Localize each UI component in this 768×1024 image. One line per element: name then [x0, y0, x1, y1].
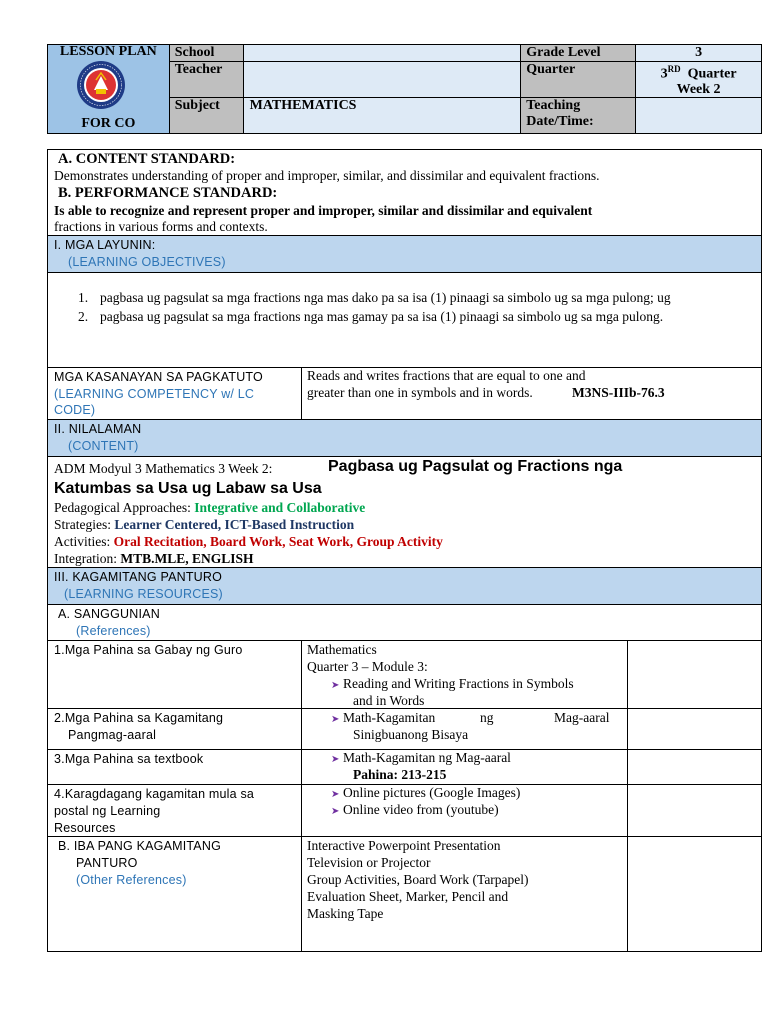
objective-item-1-number: 1.	[78, 290, 89, 305]
integration-value: MTB.MLE, ENGLISH	[120, 551, 254, 566]
subject-value: MATHEMATICS	[243, 97, 521, 133]
learner-material-bullet	[331, 710, 435, 726]
content-heading: II. NILALAMAN	[54, 422, 142, 436]
performance-standard-text-2: fractions in various forms and contexts.	[54, 219, 268, 234]
strategies-label: Strategies:	[54, 517, 115, 532]
online-video: Online video from (youtube)	[343, 802, 499, 817]
pedagogical-label: Pedagogical Approaches:	[54, 500, 195, 515]
grade-level-value: 3	[636, 45, 762, 62]
other-reference-line-1: Interactive Powerpoint Presentation	[307, 838, 501, 853]
activities-value: Oral Recitation, Board Work, Seat Work, Group Activity	[113, 534, 443, 549]
arrow-bullet-icon: ➤	[331, 754, 340, 765]
strategies	[54, 517, 354, 533]
for-co-label: FOR CO	[81, 115, 136, 131]
other-reference-line-4: Evaluation Sheet, Marker, Pencil and	[307, 889, 509, 904]
learner-material-row	[48, 709, 761, 750]
online-pictures-bullet	[331, 785, 520, 801]
other-reference-line-3: Group Activities, Board Work (Tarpapel)	[307, 872, 529, 887]
other-reference-line-5: Masking Tape	[307, 906, 384, 921]
adm-module-label: ADM Modyul 3 Mathematics 3 Week 2:	[54, 461, 273, 476]
date-time-label: Date/Time:	[526, 113, 594, 129]
learner-material-label-1: 2.Mga Pahina sa Kagamitang	[54, 711, 224, 725]
learner-material-item-b: ng	[480, 710, 494, 725]
deped-seal-logo	[76, 60, 126, 110]
learner-material-item-2: Sinigbuanong Bisaya	[353, 727, 469, 742]
competency-row	[48, 368, 761, 420]
additional-materials-label-3: Resources	[54, 821, 116, 835]
objective-item-2-number: 2.	[78, 309, 89, 324]
references-row	[48, 605, 761, 641]
objectives-band	[48, 236, 761, 273]
textbook-label: 3.Mga Pahina sa textbook	[54, 752, 204, 766]
other-references-label-2: PANTURO	[76, 856, 138, 870]
performance-standard-text-1: Is able to recognize and represent proper and improper, similar and dissimilar and equivalent	[54, 203, 593, 218]
arrow-bullet-icon: ➤	[331, 806, 340, 817]
objectives-list	[48, 273, 761, 368]
teacher-guide-title-1: Reading and Writing Fractions in Symbols	[343, 676, 574, 691]
other-references-row	[48, 837, 761, 951]
objectives-subheading: (LEARNING OBJECTIVES)	[68, 255, 226, 269]
resources-band	[48, 568, 761, 605]
competency-label-sub-2: CODE)	[54, 403, 96, 417]
additional-materials-label-1: 4.Karagdagang kagamitan mula sa	[54, 787, 255, 801]
textbook-row	[48, 750, 761, 785]
competency-text-2: greater than one in symbols and in words.	[307, 385, 533, 400]
content-body	[48, 457, 761, 568]
lesson-title-line-1: Pagbasa ug Pagsulat og Fractions nga	[328, 458, 623, 475]
textbook-title: Math-Kagamitan ng Mag-aaral	[343, 750, 511, 765]
online-video-bullet	[331, 802, 499, 818]
quarter-sup: RD	[667, 64, 681, 74]
quarter-label: Quarter	[521, 62, 636, 98]
objective-item-1: pagbasa ug pagsulat sa mga fractions nga mas dako pa sa isa (1) pinaagi sa simbolo ug sa mga pulong; ug	[100, 290, 671, 305]
strategies-value: Learner Centered, ICT-Based Instruction	[114, 517, 355, 532]
arrow-bullet-icon: ➤	[331, 789, 340, 800]
teacher-field[interactable]	[243, 62, 521, 98]
integration	[54, 551, 254, 567]
teacher-guide-label: 1.Mga Pahina sa Gabay ng Guro	[54, 643, 243, 657]
content-standard-heading: A. CONTENT STANDARD:	[58, 151, 236, 167]
content-standard-text: Demonstrates understanding of proper and improper, similar, and dissimilar and equivalent fractions.	[54, 168, 600, 183]
learner-material-label-2: Pangmag-aaral	[68, 728, 157, 742]
references-subheading: (References)	[76, 624, 151, 638]
arrow-bullet-icon: ➤	[331, 680, 340, 691]
teaching-label: Teaching	[526, 97, 581, 113]
quarter-word: Quarter	[687, 66, 737, 82]
quarter-value	[636, 62, 762, 98]
teacher-guide-module: Quarter 3 – Module 3:	[307, 659, 428, 674]
additional-materials-label-2: postal ng Learning	[54, 804, 161, 818]
lesson-plan-body	[47, 149, 762, 952]
header-table	[47, 44, 762, 134]
quarter-week: Week 2	[676, 81, 721, 97]
textbook-pages: Pahina: 213-215	[353, 767, 447, 782]
objectives-heading: I. MGA LAYUNIN:	[54, 238, 156, 252]
competency-label: MGA KASANAYAN SA PAGKATUTO	[54, 370, 263, 384]
subject-label: Subject	[169, 97, 243, 133]
quarter-number: 3	[660, 66, 668, 82]
competency-text-1: Reads and writes fractions that are equal to one and	[307, 368, 586, 383]
arrow-bullet-icon: ➤	[331, 714, 340, 725]
standards-section	[48, 150, 761, 236]
references-heading: A. SANGGUNIAN	[58, 607, 160, 621]
teacher-guide-row	[48, 641, 761, 709]
teacher-guide-title-2: and in Words	[353, 693, 425, 708]
learner-material-item-a: Math-Kagamitan	[343, 710, 436, 725]
objective-item-2: pagbasa ug pagsulat sa mga fractions nga mas gamay pa sa isa (1) pinaagi sa simbolo ug sa mga pulong.	[100, 309, 664, 324]
lesson-plan-title: LESSON PLAN	[59, 44, 157, 59]
additional-materials-row	[48, 785, 761, 837]
performance-standard-heading: B. PERFORMANCE STANDARD:	[58, 185, 278, 201]
competency-code: M3NS-IIIb-76.3	[572, 385, 665, 400]
teacher-guide-subject: Mathematics	[307, 642, 377, 657]
teaching-date-label	[521, 97, 636, 133]
integration-label: Integration:	[54, 551, 121, 566]
resources-heading: III. KAGAMITANG PANTURO	[54, 570, 223, 584]
school-field[interactable]	[243, 45, 521, 62]
lesson-title-line-2: Katumbas sa Usa ug Labaw sa Usa	[54, 480, 322, 497]
competency-label-sub-1: (LEARNING COMPETENCY w/ LC	[54, 387, 255, 401]
lesson-plan-cell	[48, 45, 170, 134]
pedagogical-value: Integrative and Collaborative	[194, 500, 366, 515]
teaching-date-field[interactable]	[636, 97, 762, 133]
teacher-guide-bullet	[331, 676, 574, 692]
grade-level-label: Grade Level	[521, 45, 636, 62]
learner-material-item-c: Mag-aaral	[554, 710, 610, 725]
other-references-label-1: B. IBA PANG KAGAMITANG	[58, 839, 221, 853]
content-subheading: (CONTENT)	[68, 439, 139, 453]
other-references-label-3: (Other References)	[76, 873, 187, 887]
activities-label: Activities:	[54, 534, 114, 549]
pedagogical-approaches	[54, 500, 365, 516]
activities	[54, 534, 443, 550]
other-reference-line-2: Television or Projector	[307, 855, 431, 870]
teacher-label: Teacher	[169, 62, 243, 98]
resources-subheading: (LEARNING RESOURCES)	[64, 587, 223, 601]
content-band	[48, 420, 761, 457]
textbook-bullet	[331, 750, 511, 766]
online-pictures: Online pictures (Google Images)	[343, 785, 521, 800]
school-label: School	[169, 45, 243, 62]
